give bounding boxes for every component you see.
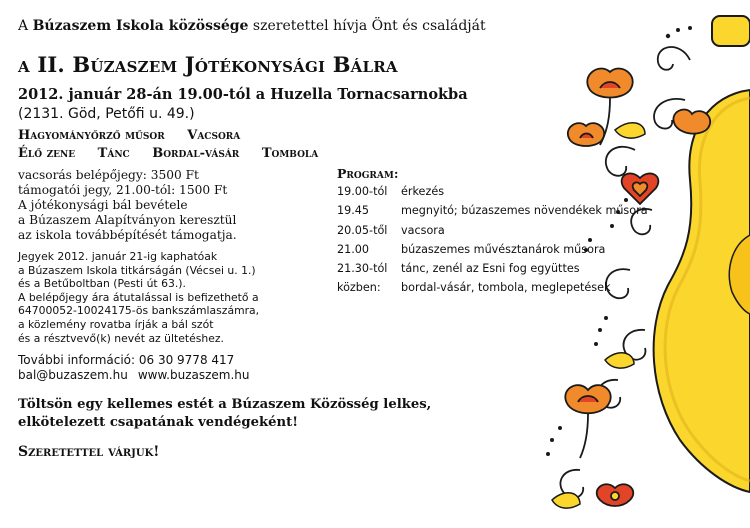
event-title: a II. Búzaszem Jótékonysági Bálra (18, 52, 398, 77)
program-time: 19.00-tól (337, 185, 388, 198)
program-row (337, 204, 648, 223)
program-desc: búzaszemes művésztanárok műsora (401, 242, 606, 256)
tulip-right (673, 110, 710, 134)
purchase-line: Jegyek 2012. január 21-ig kaphatóak (18, 250, 218, 263)
welcome-line: Szeretettel várjuk! (18, 444, 160, 460)
purchase-line: a Búzaszem Iskola titkárságán (Vécsei u. 1.) (18, 263, 256, 277)
program-desc: megnyitó; búzaszemes növendékek műsora (401, 204, 648, 218)
tulip-lower (565, 385, 610, 458)
ticket-purchase-info (18, 250, 259, 345)
feature-item: Tánc (97, 146, 130, 161)
program-desc: bordal-vásár, tombola, meglepetések (401, 281, 611, 295)
program-desc: tánc, zenél az Esni fog együttes (401, 262, 580, 276)
price-line: az iskola továbbépítését támogatja. (18, 228, 237, 242)
program-desc: vacsora (401, 223, 445, 237)
price-line: vacsorás belépőjegy: 3500 Ft (18, 168, 199, 182)
invitation-intro (18, 18, 486, 34)
program-time: 21.30-tól (337, 262, 388, 276)
feature-item: Tombola (261, 146, 319, 161)
price-line: támogatói jegy, 21.00-tól: 1500 Ft (18, 183, 228, 197)
feature-item: Vacsora (187, 128, 241, 143)
program-time: 20.05-től (337, 223, 388, 237)
purchase-line: 64700052-10024175-ös bankszámlaszámra, (18, 304, 260, 318)
program-row (337, 262, 648, 281)
program-time: közben: (337, 281, 381, 295)
ticket-prices (18, 168, 237, 243)
closing-line: elkötelezett csapatának vendégeként! (18, 415, 298, 430)
website-link[interactable]: www.buzaszem.hu (137, 368, 250, 382)
event-address: (2131. Göd, Petőfi u. 49.) (18, 106, 195, 122)
guitar-head (712, 16, 750, 46)
contact-info (18, 353, 260, 383)
closing-line: Töltsön egy kellemes estét a Búzaszem Közösség lelkes, (18, 397, 432, 412)
price-line: A jótékonysági bál bevétele (18, 198, 188, 212)
purchase-line: és a Betűboltban (Pesti út 63.). (18, 277, 186, 291)
price-line: a Búzaszem Alapítványon keresztül (18, 213, 237, 227)
program-row (337, 224, 648, 243)
program-time: 21.00 (337, 242, 370, 256)
intro-suffix: szeretettel hívja Önt és családját (248, 18, 486, 34)
event-date-location: 2012. január 28-án 19.00-tól a Huzella Tornacsarnokba (18, 86, 468, 103)
purchase-line: A belépőjegy ára átutalással is befizethető a (18, 290, 259, 304)
feature-item: Hagyományőrző műsor (18, 128, 165, 143)
email-link[interactable]: bal@buzaszem.hu (18, 368, 128, 382)
features-row-2 (18, 146, 336, 161)
organization-name: Búzaszem Iskola közössége (32, 18, 249, 34)
feature-item: Élő zene (18, 146, 76, 161)
program-row (337, 243, 648, 262)
intro-prefix: A (18, 18, 33, 34)
phone-line: További információ: 06 30 9778 417 (18, 353, 235, 367)
program-row (337, 185, 648, 204)
features-row-1 (18, 128, 258, 143)
program-desc: érkezés (401, 185, 445, 198)
program-heading: Program: (337, 166, 399, 181)
program-time: 19.45 (337, 204, 370, 218)
program-row (337, 281, 648, 300)
program-table (337, 185, 648, 301)
purchase-line: és a résztvevő(k) nevét az ültetéshez. (18, 331, 224, 345)
closing-message (18, 396, 431, 432)
tulip-mid (568, 123, 604, 146)
flower-bottom (597, 484, 634, 506)
feature-item: Bordal-vásár (152, 146, 240, 161)
purchase-line: a közlemény rovatba írják a bál szót (18, 317, 214, 331)
